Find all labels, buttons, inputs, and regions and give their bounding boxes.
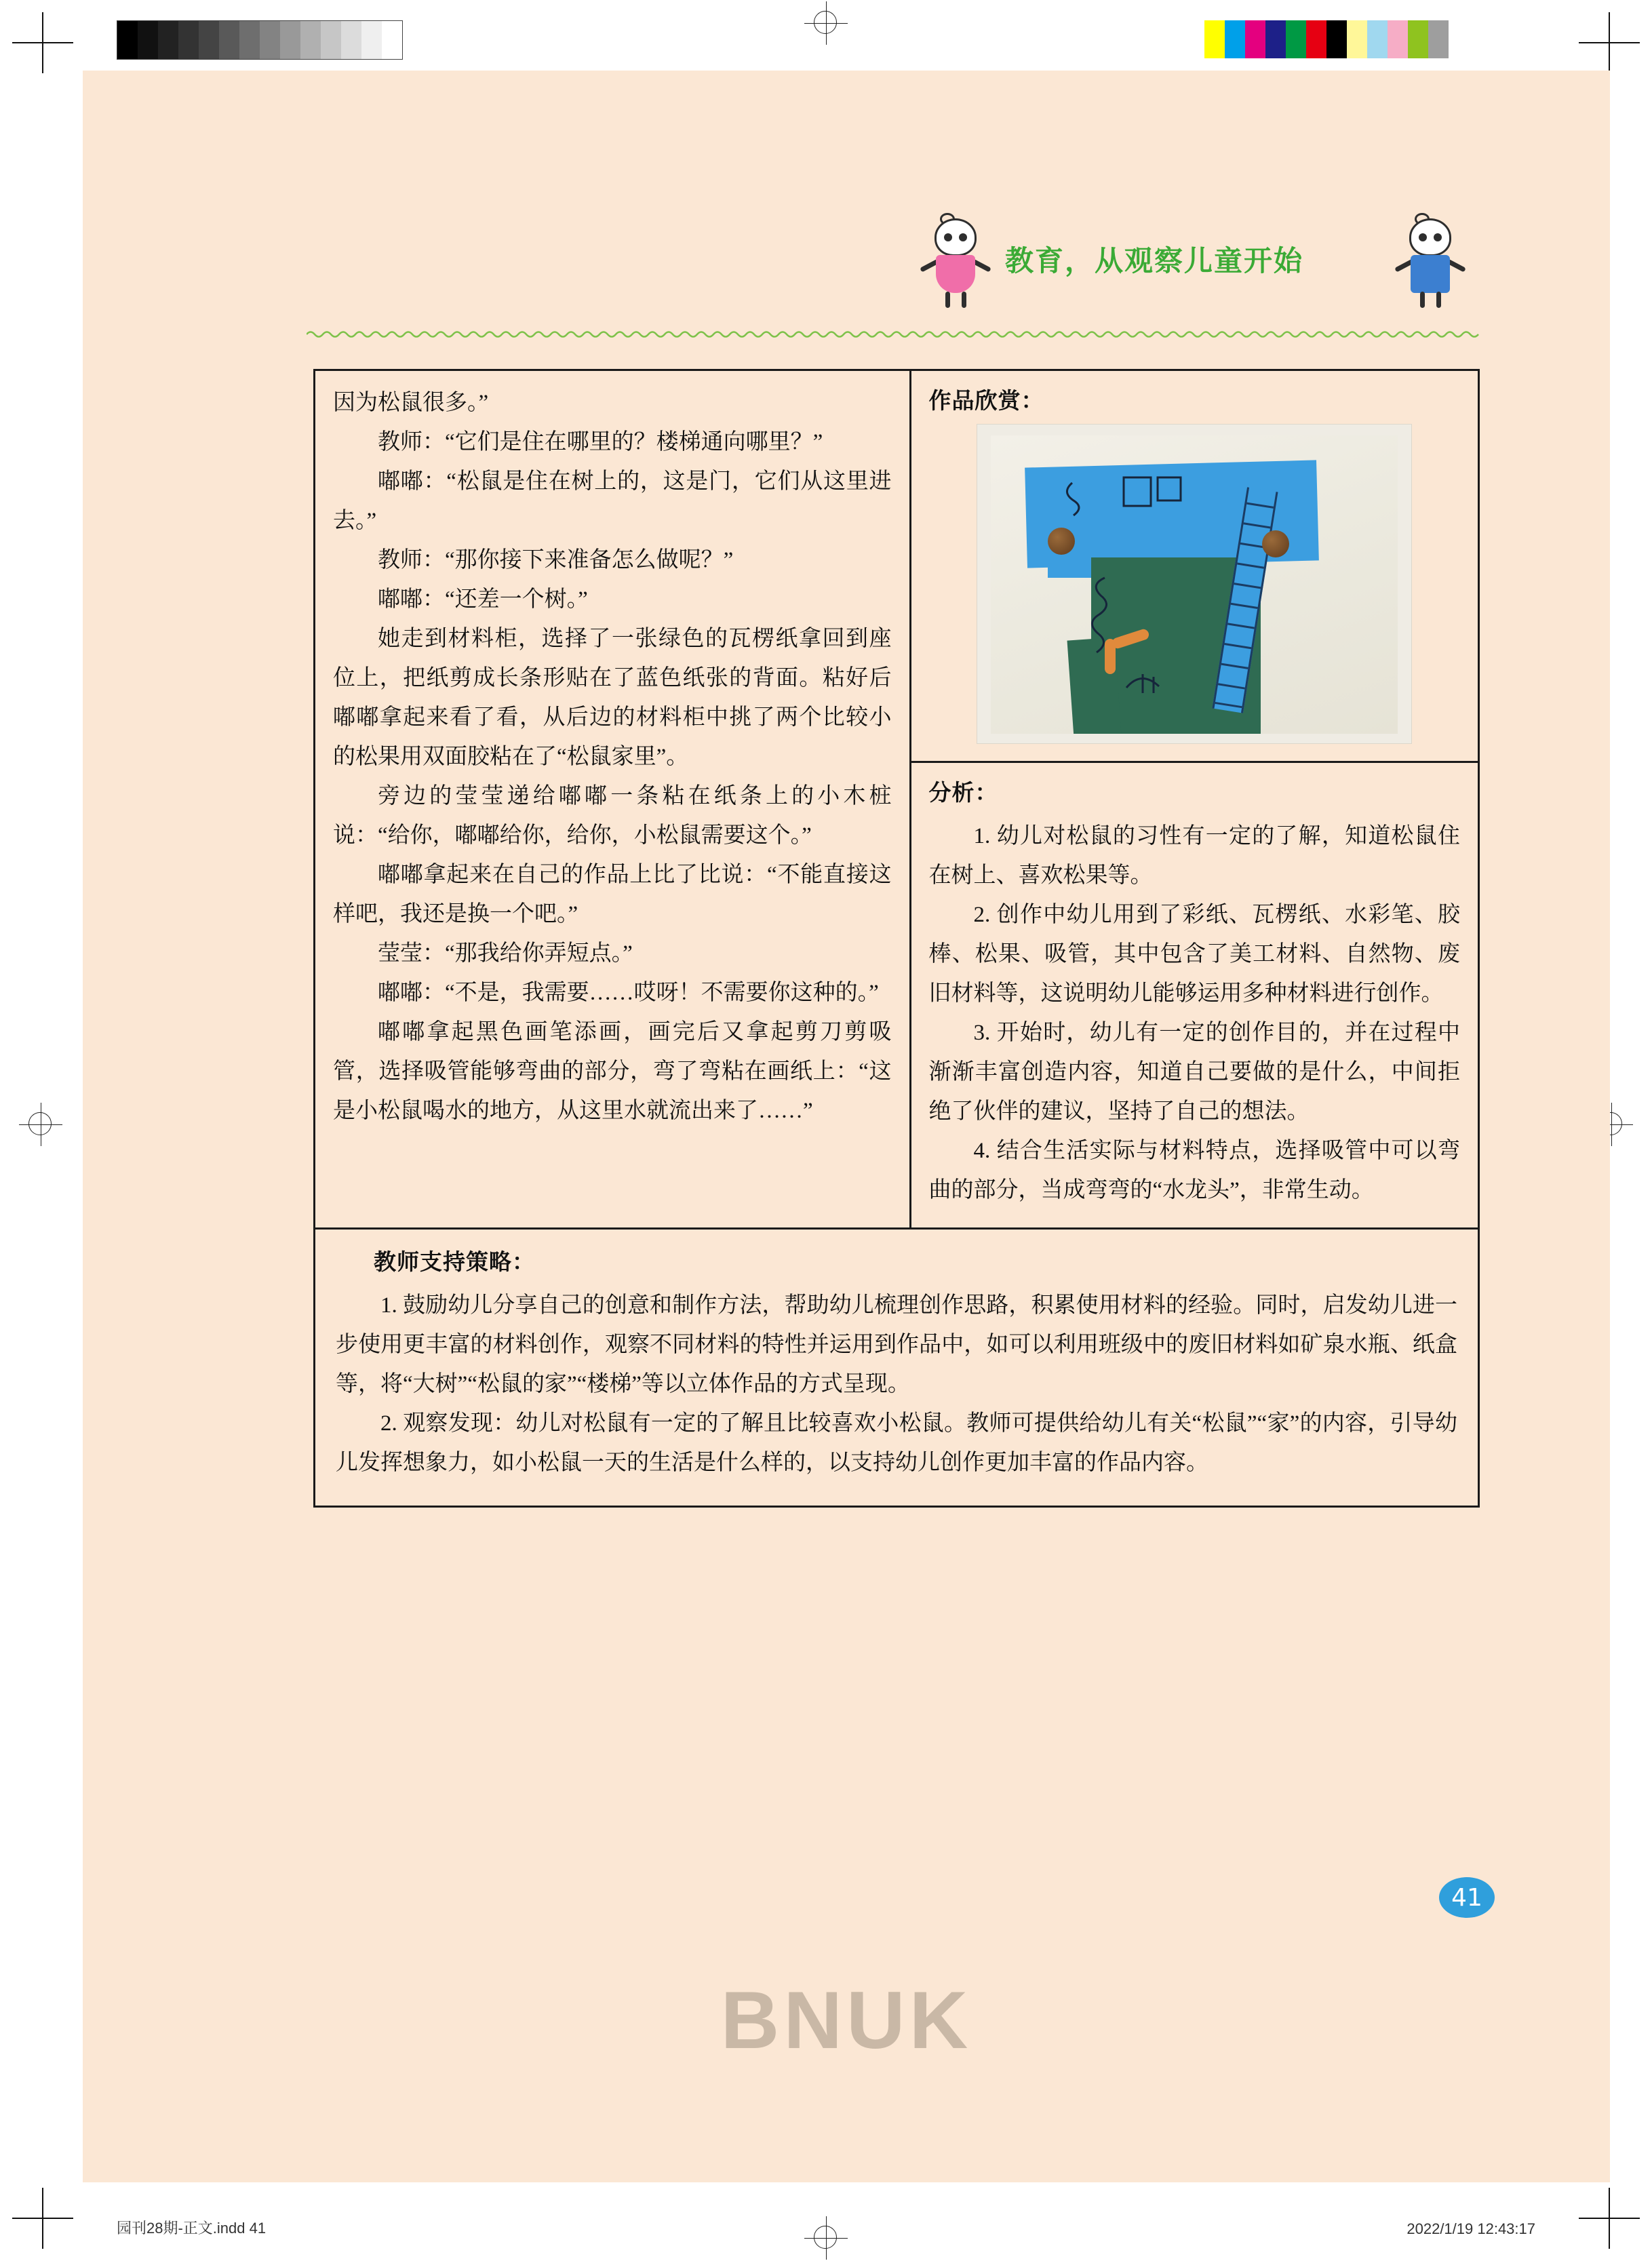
narrative-paragraph: 教师：“那你接下来准备怎么做呢？”: [378, 548, 734, 572]
gray-patch: [382, 21, 402, 59]
page-header: [883, 206, 1480, 315]
color-patch: [1204, 20, 1225, 58]
color-calibration-bar: [1204, 20, 1449, 58]
strategy-heading: 教师支持策略：: [374, 1249, 535, 1275]
table-row: [315, 371, 1478, 1227]
artwork-photo: [977, 425, 1411, 743]
footer-timestamp: 2022/1/19 12:43:17: [1407, 2220, 1535, 2237]
gray-patch: [280, 21, 300, 59]
narrative-cell: [315, 371, 911, 1227]
strategy-paragraph: 2. 观察发现：幼儿对松鼠有一定的了解且比较喜欢小松鼠。教师可提供给幼儿有关“松鼠”“家”的内容，引导幼儿发挥想象力，如小松鼠一天的生活是什么样的，以支持幼儿创作更加丰富的作品内容。: [336, 1411, 1457, 1475]
analysis-paragraph: 4. 结合生活实际与材料特点，选择吸管中可以弯曲的部分，当成弯弯的“水龙头”，非常生动。: [928, 1139, 1460, 1202]
color-patch: [1326, 20, 1347, 58]
color-patch: [1265, 20, 1286, 58]
gray-patch: [361, 21, 382, 59]
watermark-text: BNUK: [720, 1975, 972, 2066]
gray-patch: [300, 21, 321, 59]
marker-drawing: [991, 435, 1398, 734]
color-patch: [1347, 20, 1367, 58]
strategy-paragraph: 1. 鼓励幼儿分享自己的创意和制作方法，帮助幼儿梳理创作思路，积累使用材料的经验。同时，启发幼儿进一步使用更丰富的材料创作，观察不同材料的特性并运用到作品中，如可以利用班级中的废旧材料如矿泉水瓶、纸盒等，将“大树”“松鼠的家”“楼梯”等以立体作品的方式呈现。: [336, 1293, 1457, 1396]
analysis-paragraph: 2. 创作中幼儿用到了彩纸、瓦楞纸、水彩笔、胶棒、松果、吸管，其中包含了美工材料、自然物、废旧材料等，这说明幼儿能够运用多种材料进行创作。: [928, 903, 1460, 1006]
color-patch: [1428, 20, 1449, 58]
gray-patch: [341, 21, 361, 59]
page-title: 教育，从观察儿童开始: [1005, 244, 1304, 277]
color-patch: [1408, 20, 1428, 58]
crop-mark-top-left: [12, 12, 73, 73]
narrative-paragraph: 教师：“它们是住在哪里的？楼梯通向哪里？”: [378, 430, 823, 454]
narrative-paragraph: 嘟嘟拿起黑色画笔添画，画完后又拿起剪刀剪吸管，选择吸管能够弯曲的部分，弯了弯粘在画纸上：“这是小松鼠喝水的地方，从这里水就流出来了……”: [333, 1020, 892, 1123]
analysis-cell: [911, 763, 1478, 1227]
color-patch: [1367, 20, 1388, 58]
artwork-photo-image: [991, 435, 1398, 734]
narrative-paragraph: 嘟嘟拿起来在自己的作品上比了比说：“不能直接这样吧，我还是换一个吧。”: [333, 863, 892, 926]
crop-mark-bottom-right: [1579, 2188, 1640, 2249]
grayscale-calibration-bar: [117, 20, 403, 60]
gray-patch: [239, 21, 260, 59]
gray-patch: [138, 21, 158, 59]
gray-patch: [158, 21, 178, 59]
color-patch: [1388, 20, 1408, 58]
registration-mark-left: [19, 1103, 62, 1146]
narrative-paragraph: 因为松鼠很多。”: [333, 391, 489, 415]
page-number-badge: 41: [1439, 1877, 1495, 1918]
document-page: [83, 71, 1610, 2182]
right-column: [911, 371, 1478, 1227]
narrative-paragraph: 她走到材料柜，选择了一张绿色的瓦楞纸拿回到座位上，把纸剪成长条形贴在了蓝色纸张的背面。粘好后嘟嘟拿起来看了看，从后边的材料柜中挑了两个比较小的松果用双面胶粘在了“松鼠家里”。: [333, 627, 892, 769]
color-patch: [1286, 20, 1306, 58]
narrative-paragraph: 嘟嘟：“不是，我需要……哎呀！不需要你这种的。”: [378, 981, 879, 1005]
content-table: [313, 369, 1480, 1508]
gray-patch: [178, 21, 199, 59]
strategy-cell: [315, 1227, 1478, 1506]
registration-mark-top: [804, 1, 848, 45]
gray-patch: [260, 21, 280, 59]
narrative-paragraph: 嘟嘟：“还差一个树。”: [378, 587, 588, 612]
crop-mark-top-right: [1579, 12, 1640, 73]
analysis-heading: 分析：: [928, 779, 998, 806]
mascot-girl-icon: [924, 213, 989, 308]
narrative-paragraph: 嘟嘟：“松鼠是住在树上的，这是门，它们从这里进去。”: [333, 469, 892, 533]
header-wave-divider: [307, 328, 1480, 339]
narrative-paragraph: 旁边的莹莹递给嘟嘟一条粘在纸条上的小木桩说：“给你，嘟嘟给你，给你，小松鼠需要这个。”: [333, 784, 892, 848]
mascot-boy-icon: [1398, 213, 1463, 308]
color-patch: [1225, 20, 1245, 58]
artwork-heading: 作品欣赏：: [928, 387, 1044, 414]
analysis-paragraph: 3. 开始时，幼儿有一定的创作目的，并在过程中渐渐丰富创造内容，知道自己要做的是什么，中间拒绝了伙伴的建议，坚持了自己的想法。: [928, 1021, 1460, 1124]
color-patch: [1306, 20, 1326, 58]
footer-file-name: 园刊28期-正文.indd 41: [117, 2220, 267, 2237]
gray-patch: [321, 21, 341, 59]
crop-mark-bottom-left: [12, 2188, 73, 2249]
gray-patch: [219, 21, 239, 59]
narrative-paragraph: 莹莹：“那我给你弄短点。”: [378, 941, 633, 966]
color-patch: [1245, 20, 1265, 58]
artwork-cell: [911, 371, 1478, 763]
analysis-paragraph: 1. 幼儿对松鼠的习性有一定的了解，知道松鼠住在树上、喜欢松果等。: [928, 824, 1460, 888]
registration-mark-bottom: [804, 2216, 848, 2260]
gray-patch: [117, 21, 138, 59]
gray-patch: [199, 21, 219, 59]
